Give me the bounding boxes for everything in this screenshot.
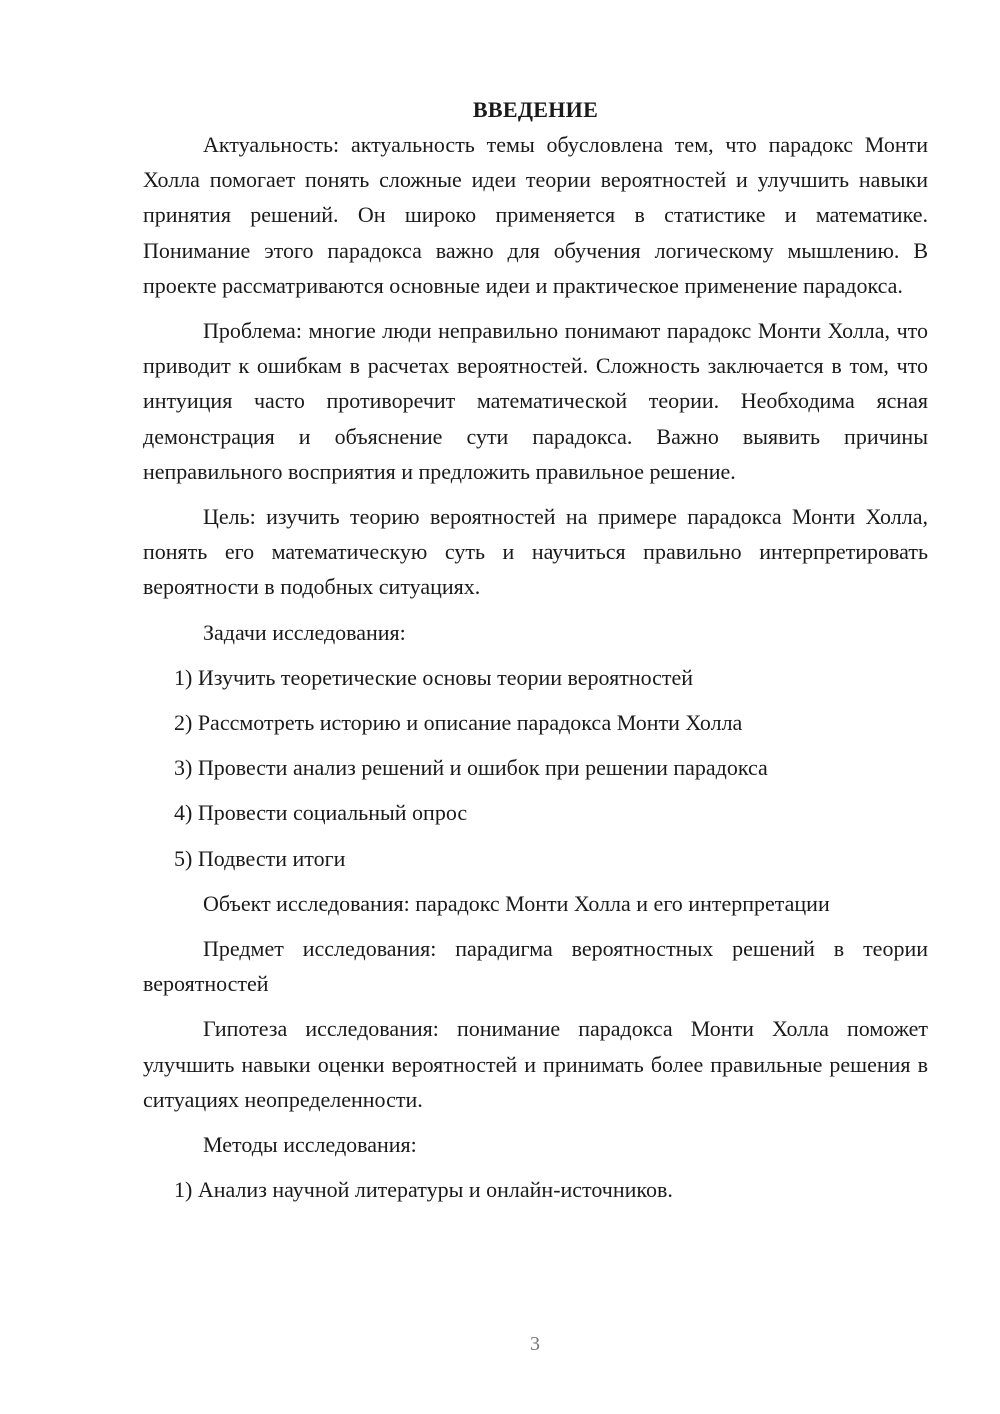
task-item: 1) Изучить теоретические основы теории вероятностей xyxy=(174,664,694,690)
method-item: 1) Анализ научной литературы и онлайн-источников. xyxy=(174,1177,673,1203)
object-paragraph: Объект исследования: парадокс Монти Холла и его интерпретации xyxy=(203,890,830,916)
page-title: ВВЕДЕНИЕ xyxy=(472,97,599,122)
methods-heading: Методы исследования: xyxy=(203,1132,417,1158)
task-item: 4) Провести социальный опрос xyxy=(174,800,468,826)
document-page xyxy=(143,92,928,1217)
goal-paragraph: Цель: изучить теорию вероятностей на примере парадокса Монти Холла, понять его математическую суть и научиться правильно интерпретировать вероятности в подобных ситуациях. xyxy=(143,504,928,600)
page-number: 3 xyxy=(530,1333,540,1355)
task-item: 3) Провести анализ решений и ошибок при решении парадокса xyxy=(174,755,768,781)
task-item: 2) Рассмотреть историю и описание парадокса Монти Холла xyxy=(174,710,743,736)
relevance-paragraph: Актуальность: актуальность темы обусловлена тем, что парадокс Монти Холла помогает понять сложные идеи теории вероятностей и улучшить навыки принятия решений. Он широко применяется в статистике и математике. Понимание этого парадокса важно для обучения логическому мышлению. В проекте рассматриваются основные идеи и практическое применение парадокса. xyxy=(143,132,928,298)
subject-paragraph: Предмет исследования: парадигма вероятностных решений в теории вероятностей xyxy=(143,936,928,997)
tasks-heading: Задачи исследования: xyxy=(203,619,406,645)
problem-paragraph: Проблема: многие люди неправильно понимают парадокс Монти Холла, что приводит к ошибкам в расчетах вероятностей. Сложность заключается в том, что интуиция часто противоречит математической теории. Необходима ясная демонстрация и объяснение сути парадокса. Важно выявить причины неправильного восприятия и предложить правильное решение. xyxy=(143,318,928,484)
task-item: 5) Подвести итоги xyxy=(174,845,346,871)
hypothesis-paragraph: Гипотеза исследования: понимание парадокса Монти Холла поможет улучшить навыки оценки вероятностей и принимать более правильные решения в ситуациях неопределенности. xyxy=(143,1016,928,1112)
